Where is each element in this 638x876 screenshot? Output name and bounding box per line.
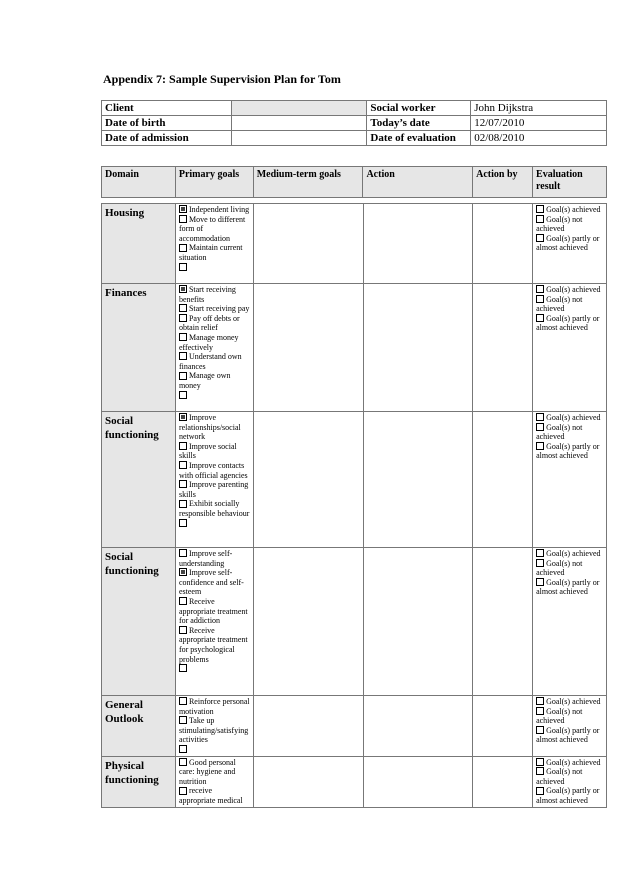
col-evaluation-result: Evaluation result — [533, 167, 607, 198]
supervision-plan-table — [101, 203, 607, 808]
goal-option[interactable] — [179, 285, 250, 304]
checkbox-icon[interactable] — [536, 707, 544, 715]
evaluation-result-cell — [533, 412, 607, 548]
today-label: Today’s date — [367, 116, 471, 131]
evaluation-option[interactable] — [536, 295, 603, 314]
evaluation-result-cell — [533, 756, 607, 807]
medium-term-goals-cell — [253, 412, 363, 548]
checkbox-icon[interactable] — [179, 697, 187, 705]
checkbox-icon[interactable] — [179, 244, 187, 252]
evaluation-option[interactable] — [536, 215, 603, 234]
evaluation-option[interactable] — [536, 767, 603, 786]
goal-label: Move to different form of accommodation — [178, 214, 246, 243]
goal-label: Exhibit socially responsible behaviour — [178, 499, 250, 518]
goal-label: Reinforce personal motivation — [178, 697, 250, 716]
plan-row — [102, 756, 607, 807]
checkbox-icon[interactable] — [179, 500, 187, 508]
checkbox-icon[interactable] — [179, 314, 187, 322]
checkbox-icon[interactable] — [179, 263, 187, 271]
social-worker-label: Social worker — [367, 101, 471, 116]
evaluation-option[interactable] — [536, 205, 603, 215]
checkbox-icon[interactable] — [536, 767, 544, 775]
checkbox-icon[interactable] — [179, 519, 187, 527]
evaluation-option-label: Goal(s) achieved — [546, 757, 601, 767]
checkbox-icon[interactable] — [536, 578, 544, 586]
goal-label: Receive appropriate treatment for addiction — [178, 596, 248, 626]
primary-goals-cell — [175, 756, 253, 807]
domain-cell: Social functioning — [102, 548, 176, 696]
action-by-cell — [473, 548, 533, 696]
client-label: Client — [102, 101, 232, 116]
evaluation-option[interactable] — [536, 234, 603, 253]
checkbox-icon[interactable] — [536, 234, 544, 242]
plan-row — [102, 412, 607, 548]
goal-label: Improve parenting skills — [178, 480, 249, 499]
checkbox-icon[interactable] — [536, 442, 544, 450]
goal-option[interactable] — [179, 499, 250, 518]
goal-option[interactable] — [179, 697, 250, 716]
goal-option[interactable] — [179, 442, 250, 461]
col-action: Action — [363, 167, 473, 198]
goal-label: Take up stimulating/satisfying activities — [178, 716, 249, 745]
checked-checkbox-icon[interactable] — [179, 568, 187, 576]
evaluation-result-cell — [533, 204, 607, 284]
checkbox-icon[interactable] — [179, 626, 187, 634]
dob-label: Date of birth — [102, 116, 232, 131]
checkbox-icon[interactable] — [536, 295, 544, 303]
goal-label: Improve social skills — [178, 441, 237, 461]
medium-term-goals-cell — [253, 204, 363, 284]
checkbox-icon[interactable] — [536, 205, 544, 213]
goal-option[interactable] — [179, 568, 250, 597]
primary-goals-cell — [175, 204, 253, 284]
plan-row — [102, 204, 607, 284]
primary-goals-cell — [175, 412, 253, 548]
evaluation-result-cell — [533, 284, 607, 412]
admission-label: Date of admission — [102, 131, 232, 146]
goal-option[interactable] — [179, 413, 250, 442]
checkbox-icon[interactable] — [179, 372, 187, 380]
action-cell — [363, 548, 473, 696]
evaluation-option[interactable] — [536, 707, 603, 726]
goal-option[interactable] — [179, 519, 250, 529]
goal-option[interactable] — [179, 205, 250, 215]
goal-option[interactable] — [179, 263, 250, 273]
action-by-cell — [473, 284, 533, 412]
admission-value — [231, 131, 367, 146]
checkbox-icon[interactable] — [536, 697, 544, 705]
checkbox-icon[interactable] — [536, 559, 544, 567]
checkbox-icon[interactable] — [536, 285, 544, 293]
goal-label: Independent living — [188, 205, 250, 214]
evaluation-option-label: Goal(s) not achieved — [536, 767, 583, 786]
evaluation-option-label: Goal(s) partly or almost achieved — [536, 725, 600, 745]
evaluation-option-label: Goal(s) not achieved — [536, 294, 583, 314]
evaluation-option[interactable] — [536, 726, 603, 745]
checkbox-icon[interactable] — [179, 480, 187, 488]
domain-cell: General Outlook — [102, 696, 176, 757]
goal-option[interactable] — [179, 664, 250, 674]
action-cell — [363, 204, 473, 284]
evaluation-option-label: Goal(s) not achieved — [536, 706, 583, 726]
goal-option[interactable] — [179, 352, 250, 371]
checkbox-icon[interactable] — [179, 716, 187, 724]
evaluation-result-cell — [533, 548, 607, 696]
checkbox-icon[interactable] — [179, 391, 187, 399]
goal-option[interactable] — [179, 304, 250, 314]
goal-option[interactable] — [179, 716, 250, 745]
evaluation-option-label: Goal(s) achieved — [546, 413, 601, 422]
goal-label: Maintain current situation — [178, 243, 243, 262]
goal-label: receive appropriate medical — [178, 786, 243, 805]
checkbox-icon[interactable] — [179, 787, 187, 795]
evaluation-option-label: Goal(s) partly or almost achieved — [536, 233, 600, 253]
goal-label: Good personal care: hygiene and nutrition — [178, 757, 236, 786]
checkbox-icon[interactable] — [536, 423, 544, 431]
goal-option[interactable] — [179, 371, 250, 390]
medium-term-goals-cell — [253, 548, 363, 696]
checkbox-icon[interactable] — [179, 333, 187, 341]
goal-label: Understand own finances — [178, 352, 242, 371]
action-cell — [363, 412, 473, 548]
checked-checkbox-icon[interactable] — [179, 205, 187, 213]
checkbox-icon[interactable] — [536, 549, 544, 557]
evaluation-option-label: Goal(s) partly or almost achieved — [536, 577, 600, 597]
checkbox-icon[interactable] — [536, 413, 544, 421]
evaluation-option[interactable] — [536, 413, 603, 423]
goal-option[interactable] — [179, 786, 250, 805]
evaluation-option[interactable] — [536, 578, 603, 597]
checkbox-icon[interactable] — [179, 664, 187, 672]
evaluation-option[interactable] — [536, 559, 603, 578]
evaluation-option-label: Goal(s) achieved — [546, 205, 601, 214]
evaluation-option-label: Goal(s) not achieved — [536, 558, 583, 578]
checkbox-icon[interactable] — [179, 352, 187, 360]
goal-label: Improve contacts with official agencies — [178, 460, 248, 480]
medium-term-goals-cell — [253, 696, 363, 757]
evaluation-option[interactable] — [536, 697, 603, 707]
goal-option[interactable] — [179, 480, 250, 499]
client-info-table — [101, 100, 607, 146]
evaluation-option[interactable] — [536, 442, 603, 461]
dob-value — [231, 116, 367, 131]
goal-label: Improve relationships/social network — [178, 413, 241, 442]
goal-label: Manage own money — [178, 371, 231, 390]
goal-option[interactable] — [179, 215, 250, 244]
checkbox-icon[interactable] — [179, 597, 187, 605]
checkbox-icon[interactable] — [179, 461, 187, 469]
action-cell — [363, 284, 473, 412]
medium-term-goals-cell — [253, 284, 363, 412]
goal-option[interactable] — [179, 314, 250, 333]
primary-goals-cell — [175, 548, 253, 696]
goal-option[interactable] — [179, 626, 250, 664]
domain-cell: Housing — [102, 204, 176, 284]
evaluation-option-label: Goal(s) achieved — [546, 697, 601, 706]
plan-row — [102, 284, 607, 412]
evaluation-option[interactable] — [536, 285, 603, 295]
action-cell — [363, 756, 473, 807]
goal-label: Pay off debts or obtain relief — [178, 313, 240, 333]
goal-option[interactable] — [179, 549, 250, 568]
checkbox-icon[interactable] — [179, 215, 187, 223]
client-value — [231, 101, 367, 116]
action-cell — [363, 696, 473, 757]
checkbox-icon[interactable] — [179, 442, 187, 450]
evaluation-option[interactable] — [536, 423, 603, 442]
checkbox-icon[interactable] — [179, 745, 187, 753]
checked-checkbox-icon[interactable] — [179, 285, 187, 293]
goal-label: Improve self-understanding — [178, 549, 233, 568]
col-domain: Domain — [102, 167, 176, 198]
domain-cell: Social functioning — [102, 412, 176, 548]
checked-checkbox-icon[interactable] — [179, 413, 187, 421]
goal-label: Receive appropriate treatment for psychological problems — [178, 625, 248, 664]
evaluation-date-value: 02/08/2010 — [471, 131, 607, 146]
col-primary-goals: Primary goals — [175, 167, 253, 198]
evaluation-option-label: Goal(s) partly or almost achieved — [536, 313, 600, 333]
goal-label: Start receiving pay — [188, 304, 250, 314]
social-worker-value: John Dijkstra — [471, 101, 607, 116]
action-by-cell — [473, 412, 533, 548]
evaluation-option-label: Goal(s) not achieved — [536, 214, 583, 234]
checkbox-icon[interactable] — [536, 726, 544, 734]
evaluation-option[interactable] — [536, 786, 603, 805]
checkbox-icon[interactable] — [536, 215, 544, 223]
evaluation-option[interactable] — [536, 758, 603, 768]
col-action-by: Action by — [473, 167, 533, 198]
today-value: 12/07/2010 — [471, 116, 607, 131]
checkbox-icon[interactable] — [536, 787, 544, 795]
action-by-cell — [473, 204, 533, 284]
col-medium-term-goals: Medium-term goals — [253, 167, 363, 198]
evaluation-option-label: Goal(s) partly or almost achieved — [536, 441, 600, 461]
evaluation-option-label: Goal(s) achieved — [546, 285, 601, 294]
domain-cell: Finances — [102, 284, 176, 412]
evaluation-result-cell — [533, 696, 607, 757]
action-by-cell — [473, 756, 533, 807]
goal-label: Start receiving benefits — [178, 285, 236, 304]
domain-cell: Physical functioning — [102, 756, 176, 807]
checkbox-icon[interactable] — [536, 314, 544, 322]
evaluation-option-label: Goal(s) partly or almost achieved — [536, 786, 600, 805]
primary-goals-cell — [175, 696, 253, 757]
goal-label: Improve self-confidence and self-esteem — [178, 568, 244, 597]
checkbox-icon[interactable] — [536, 758, 544, 766]
evaluation-date-label: Date of evaluation — [367, 131, 471, 146]
goal-option[interactable] — [179, 758, 250, 787]
checkbox-icon[interactable] — [179, 549, 187, 557]
goal-option[interactable] — [179, 243, 250, 262]
evaluation-option-label: Goal(s) achieved — [546, 549, 601, 558]
goal-option[interactable] — [179, 461, 250, 480]
goal-option[interactable] — [179, 597, 250, 626]
plan-row — [102, 548, 607, 696]
document-title: Appendix 7: Sample Supervision Plan for Tom — [103, 72, 341, 86]
medium-term-goals-cell — [253, 756, 363, 807]
checkbox-icon[interactable] — [179, 758, 187, 766]
evaluation-option[interactable] — [536, 314, 603, 333]
action-by-cell — [473, 696, 533, 757]
plan-row — [102, 696, 607, 757]
goal-label: Manage money effectively — [178, 332, 239, 352]
plan-header-table — [101, 166, 607, 198]
primary-goals-cell — [175, 284, 253, 412]
goal-option[interactable] — [179, 391, 250, 401]
evaluation-option[interactable] — [536, 549, 603, 559]
checkbox-icon[interactable] — [179, 304, 187, 312]
evaluation-option-label: Goal(s) not achieved — [536, 422, 583, 442]
goal-option[interactable] — [179, 745, 250, 755]
goal-option[interactable] — [179, 333, 250, 352]
